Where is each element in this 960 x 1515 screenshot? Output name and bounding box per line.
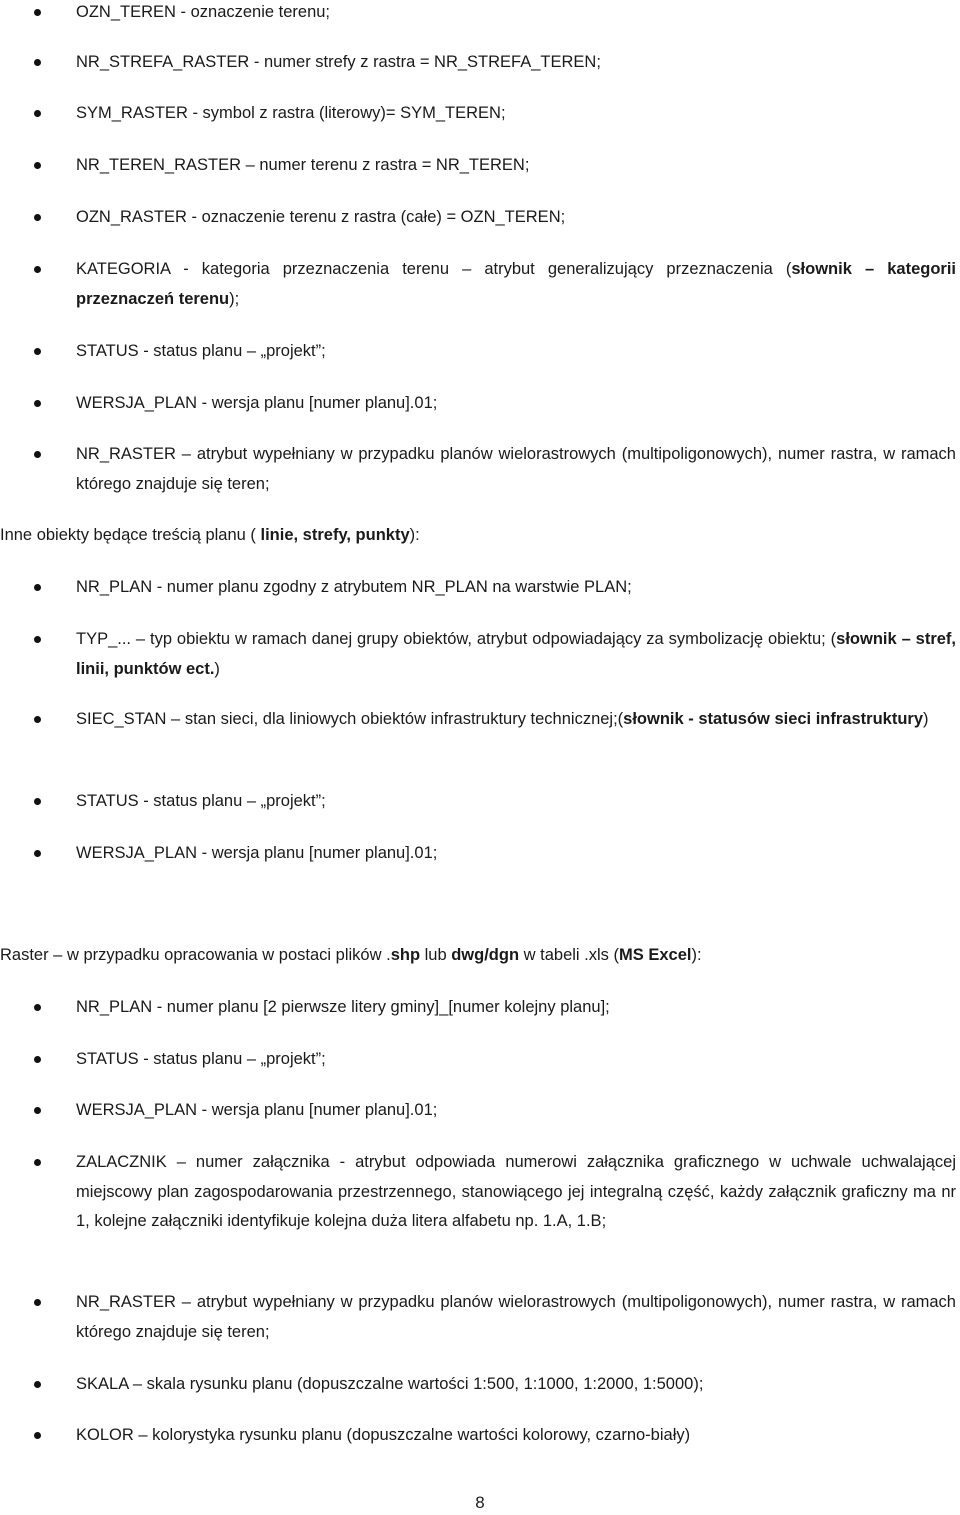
bullet: [34, 451, 41, 458]
section-heading: Raster – w przypadku opracowania w postaci plików .shp lub dwg/dgn w tabeli .xls (MS Excel):: [0, 946, 702, 964]
bullet: [34, 1159, 41, 1166]
bullet: [34, 214, 41, 221]
list-item: STATUS - status planu – „projekt”;: [76, 792, 326, 810]
list-item: SIEC_STAN – stan sieci, dla liniowych obiektów infrastruktury technicznej;(słownik - statusów sieci infrastruktury): [76, 710, 929, 728]
bullet: [34, 59, 41, 66]
list-item: NR_RASTER – atrybut wypełniany w przypadku planów wielorastrowych (multipoligonowych), numer rastra, w ramach którego znajduje się teren;: [76, 1293, 956, 1341]
section-heading: Inne obiekty będące treścią planu ( linie, strefy, punkty):: [0, 526, 420, 544]
bullet: [34, 798, 41, 805]
list-item: SKALA – skala rysunku planu (dopuszczalne wartości 1:500, 1:1000, 1:2000, 1:5000);: [76, 1375, 704, 1393]
bullet: [34, 1056, 41, 1063]
list-item: WERSJA_PLAN - wersja planu [numer planu].01;: [76, 394, 438, 412]
bullet: [34, 636, 41, 643]
bullet: [34, 1004, 41, 1011]
list-item: SYM_RASTER - symbol z rastra (literowy)= SYM_TEREN;: [76, 104, 506, 122]
list-item: OZN_RASTER - oznaczenie terenu z rastra (całe) = OZN_TEREN;: [76, 208, 566, 226]
bullet: [34, 400, 41, 407]
bullet: [34, 348, 41, 355]
bullet: [34, 1381, 41, 1388]
list-item: WERSJA_PLAN - wersja planu [numer planu].01;: [76, 1101, 438, 1119]
list-item: NR_PLAN - numer planu zgodny z atrybutem NR_PLAN na warstwie PLAN;: [76, 578, 632, 596]
bullet: [34, 162, 41, 169]
bullet: [34, 1107, 41, 1114]
bullet: [34, 850, 41, 857]
bullet: [34, 9, 41, 16]
bullet: [34, 584, 41, 591]
list-item: WERSJA_PLAN - wersja planu [numer planu].01;: [76, 844, 438, 862]
list-item: ZALACZNIK – numer załącznika - atrybut odpowiada numerowi załącznika graficznego w uchwale uchwalającej miejscowy plan zagospodarowania przestrzennego, stanowiącego jej integralną część, każdy załącznik graficzny ma nr 1, kolejne załączniki identyfikuje kolejna duża litera alfabetu np. 1.A, 1.B;: [76, 1153, 956, 1230]
list-item: TYP_... – typ obiektu w ramach danej grupy obiektów, atrybut odpowiadający za symbolizację obiektu; (słownik – stref, linii, punktów ect.): [76, 630, 956, 678]
list-item: NR_TEREN_RASTER – numer terenu z rastra = NR_TEREN;: [76, 156, 530, 174]
list-item: OZN_TEREN - oznaczenie terenu;: [76, 3, 331, 21]
page-number: 8: [475, 1493, 485, 1512]
bullet: [34, 266, 41, 273]
bullet: [34, 110, 41, 117]
bullet: [34, 1299, 41, 1306]
bullet: [34, 716, 41, 723]
bullet: [34, 1432, 41, 1439]
list-item: NR_RASTER – atrybut wypełniany w przypadku planów wielorastrowych (multipoligonowych), numer rastra, w ramach którego znajduje się teren;: [76, 445, 956, 493]
list-item: NR_STREFA_RASTER - numer strefy z rastra = NR_STREFA_TEREN;: [76, 53, 601, 71]
list-item: STATUS - status planu – „projekt”;: [76, 342, 326, 360]
list-item: STATUS - status planu – „projekt”;: [76, 1050, 326, 1068]
list-item: NR_PLAN - numer planu [2 pierwsze litery gminy]_[numer kolejny planu];: [76, 998, 610, 1016]
list-item: KOLOR – kolorystyka rysunku planu (dopuszczalne wartości kolorowy, czarno-biały): [76, 1426, 691, 1444]
list-item: KATEGORIA - kategoria przeznaczenia terenu – atrybut generalizujący przeznaczenia (słownik – kategorii przeznaczeń terenu);: [76, 260, 956, 308]
